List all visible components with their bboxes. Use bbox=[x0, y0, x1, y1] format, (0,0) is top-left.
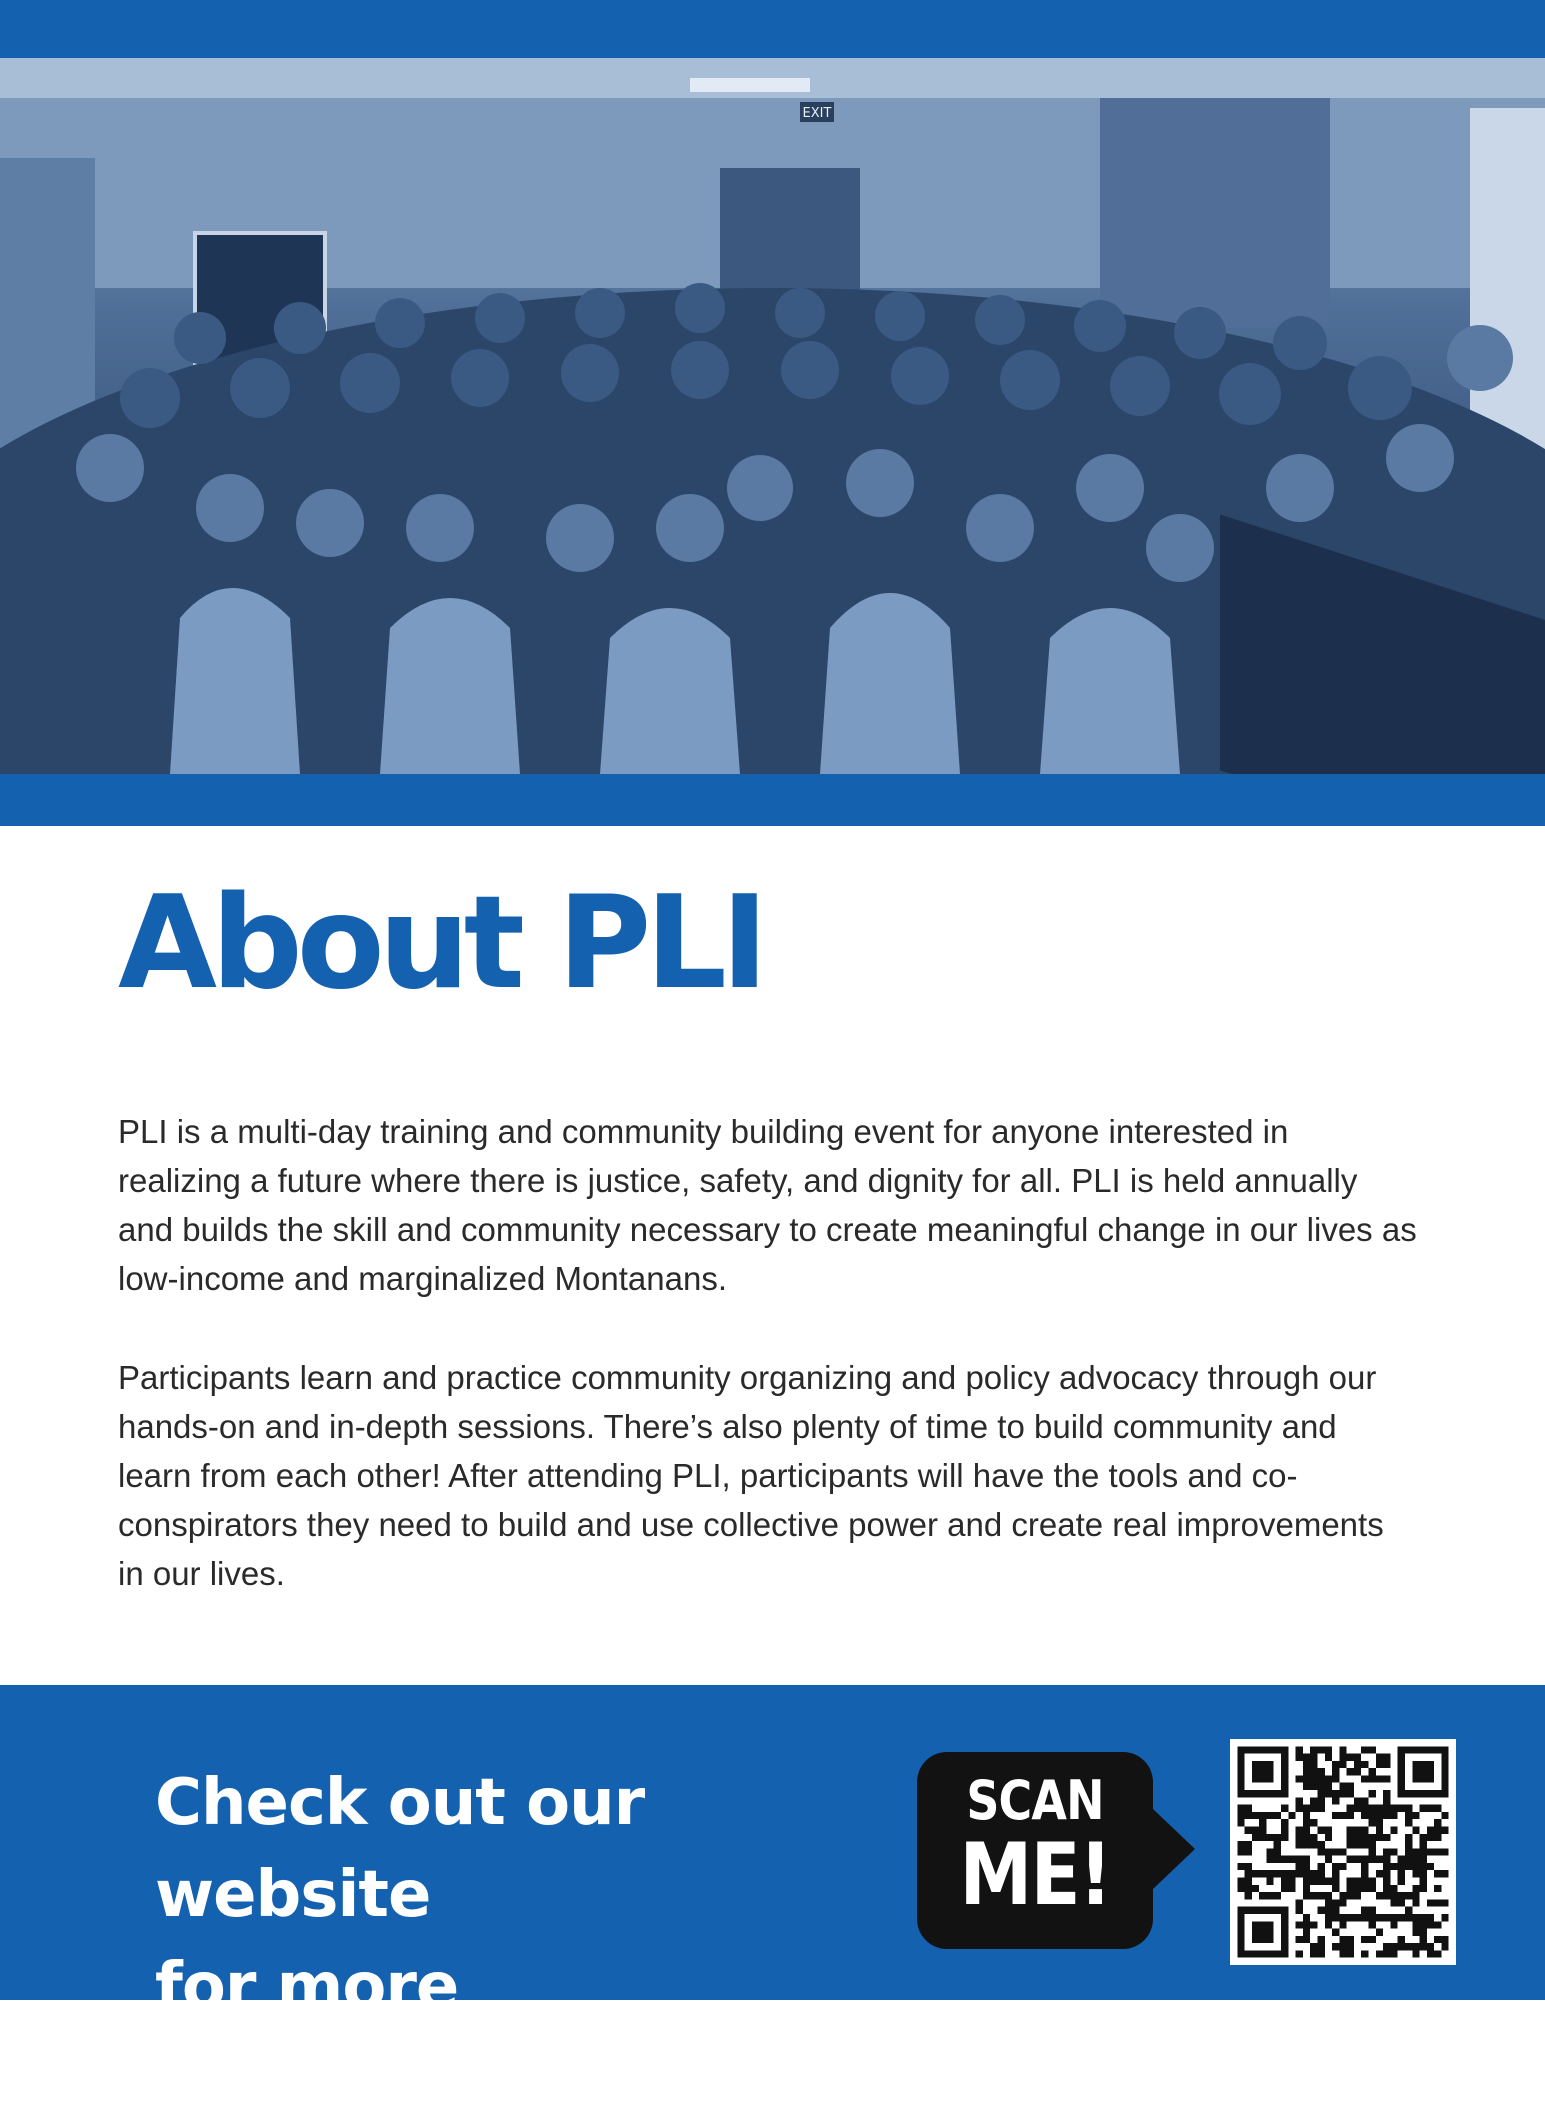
me-label: ME! bbox=[959, 1825, 1111, 1925]
callout-line-2: for more information! bbox=[155, 1950, 595, 2116]
participants-paragraph: Participants learn and practice community organizing and policy advocacy through our hands-on and in-depth sessions. There’s also plenty of time to build community and learn from each other! After attending PLI, participants will have the tools and co-conspirators they need to build and use collective power and create real improvements in our lives. bbox=[118, 1359, 1384, 1592]
mid-blue-band bbox=[0, 774, 1545, 826]
top-blue-band bbox=[0, 0, 1545, 58]
badge-pointer-icon bbox=[1153, 1809, 1195, 1889]
svg-text:EXIT: EXIT bbox=[802, 106, 832, 121]
intro-paragraph: PLI is a multi-day training and community building event for anyone interested in realizing a future where there is justice, safety, and dignity for all. PLI is held annually and builds the skill and community necessary to create meaningful change in our lives as low-income and marginalized Montanans. bbox=[118, 1113, 1417, 1297]
website-callout bbox=[155, 1757, 875, 2125]
scan-me-badge bbox=[917, 1752, 1153, 1949]
group-photo bbox=[0, 58, 1545, 774]
qr-code[interactable] bbox=[1230, 1739, 1456, 1965]
page-title: About PLI bbox=[118, 869, 763, 1018]
callout-line-1: Check out our website bbox=[155, 1766, 645, 1932]
footer-banner bbox=[0, 1685, 1545, 2116]
scan-label: SCAN bbox=[966, 1769, 1104, 1832]
